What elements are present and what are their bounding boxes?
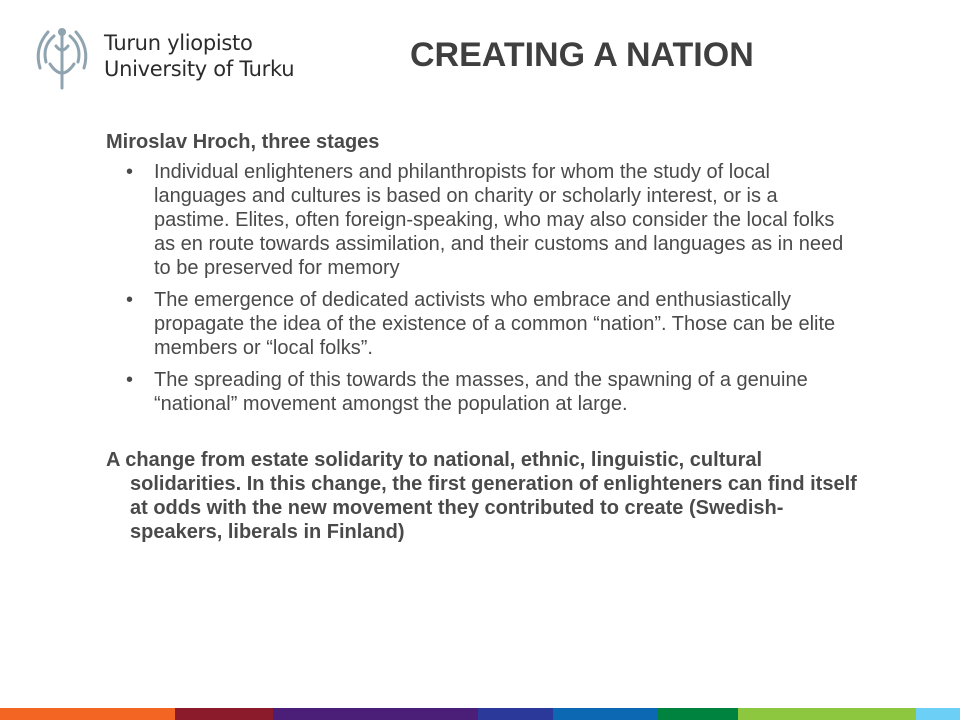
color-segment bbox=[658, 708, 738, 720]
logo-line-english: University of Turku bbox=[104, 57, 295, 81]
bullet-icon: • bbox=[126, 161, 134, 183]
university-emblem-icon bbox=[32, 26, 92, 92]
list-item-text: Individual enlighteners and philanthropists for whom the study of local languages and cultures is based on charity or scholarly interest, or is a pastime. Elites, often foreign-speaking, who may also consider the local folks as en route towards assimilation, and their customs and languages as in need to be preserved for memory bbox=[154, 161, 844, 279]
stages-list bbox=[106, 160, 866, 416]
bullet-icon: • bbox=[126, 289, 134, 311]
slide-content bbox=[106, 130, 866, 544]
list-item-text: The spreading of this towards the masses, and the spawning of a genuine “national” movement amongst the population at large. bbox=[154, 369, 808, 415]
color-segment bbox=[553, 708, 658, 720]
color-segment bbox=[0, 708, 175, 720]
color-segment bbox=[478, 708, 553, 720]
logo-line-finnish: Turun yliopisto bbox=[104, 31, 253, 55]
list-item bbox=[126, 160, 866, 280]
list-item bbox=[126, 288, 866, 360]
color-segment bbox=[916, 708, 960, 720]
summary-paragraph: A change from estate solidarity to national, ethnic, linguistic, cultural solidarities. In this change, the first generation of enlighteners can find itself at odds with the new movement they contributed to create (Swedish-speakers, liberals in Finland) bbox=[106, 449, 857, 543]
footer-color-bar bbox=[0, 708, 960, 720]
list-item-text: The emergence of dedicated activists who embrace and enthusiastically propagate the idea of the existence of a common “nation”. Those can be elite members or “local folks”. bbox=[154, 289, 836, 359]
color-segment bbox=[175, 708, 273, 720]
color-segment bbox=[738, 708, 916, 720]
university-logo bbox=[32, 26, 295, 96]
section-heading: Miroslav Hroch, three stages bbox=[106, 131, 380, 153]
bullet-icon: • bbox=[126, 369, 134, 391]
list-item bbox=[126, 368, 866, 416]
slide-title: CREATING A NATION bbox=[410, 36, 754, 74]
color-segment bbox=[273, 708, 478, 720]
